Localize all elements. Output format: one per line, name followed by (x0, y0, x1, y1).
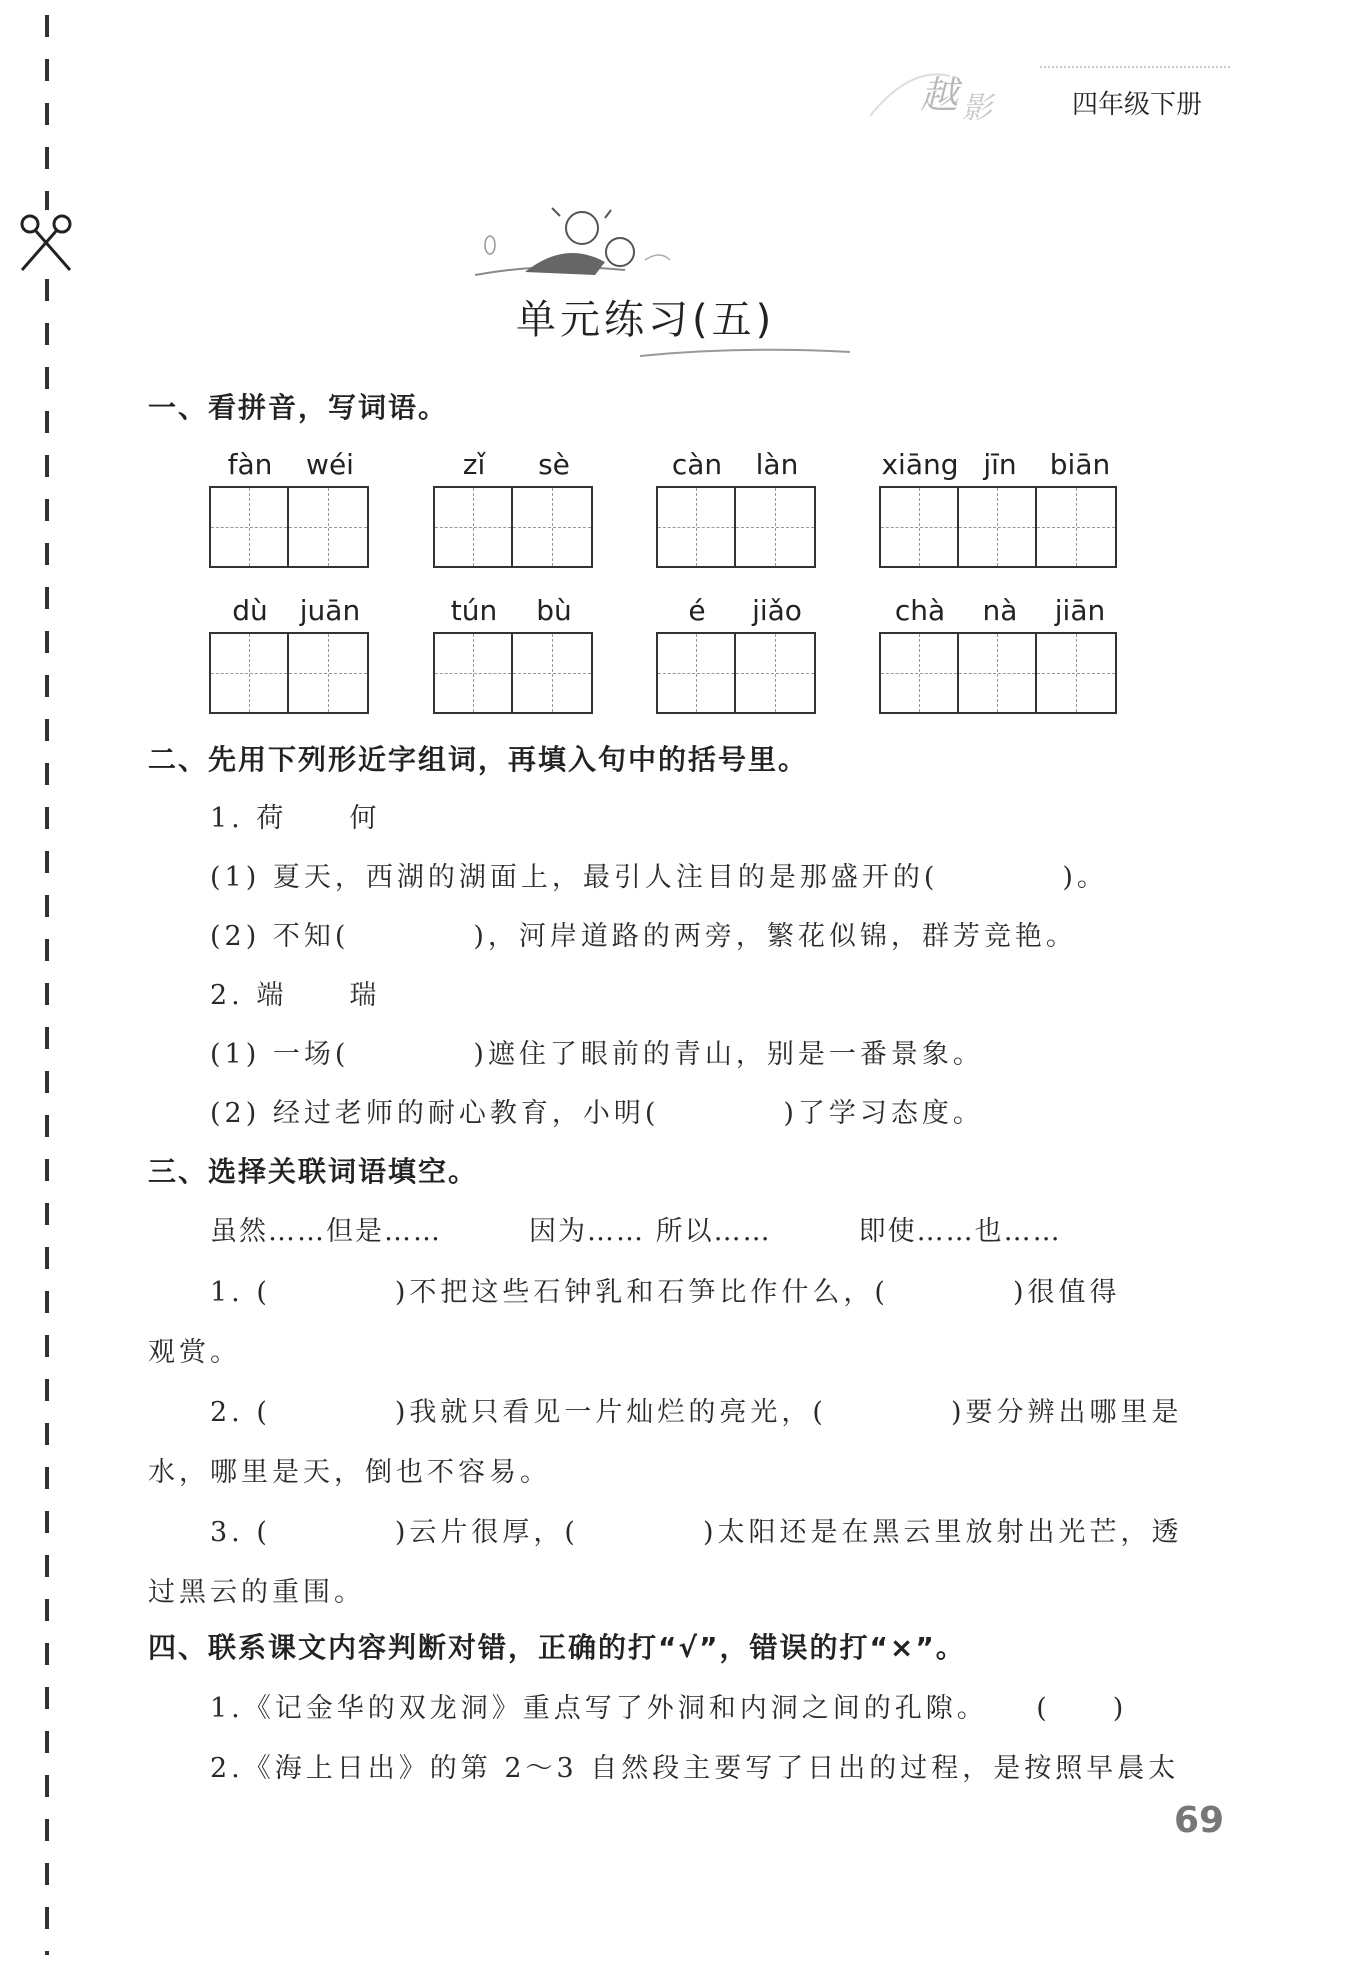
syllable: jīn (983, 448, 1017, 481)
pinyin-1 (210, 448, 370, 481)
sec2-line: 1. 荷 何 (210, 803, 381, 834)
scissors-icon (18, 210, 74, 274)
writing-grid-5[interactable] (209, 632, 369, 714)
writing-grid-6[interactable] (433, 632, 593, 714)
sec3-line: 过黑云的重围。 (148, 1577, 365, 1608)
section4-heading: 四、联系课文内容判断对错，正确的打“√”，错误的打“×”。 (148, 1631, 966, 1664)
sec4-line: 1.《记金华的双龙洞》重点写了外洞和内洞之间的孔隙。 ( ) (210, 1693, 1128, 1724)
page-number: 69 (1174, 1800, 1225, 1841)
writing-grid-3[interactable] (656, 486, 816, 568)
syllable: jiān (1054, 594, 1106, 627)
syllable: wéi (306, 448, 354, 481)
children-illustration (455, 200, 695, 300)
pinyin-4 (880, 448, 1120, 481)
publisher-logo (850, 46, 1030, 136)
pinyin-2 (434, 448, 594, 481)
sec2-line: (1) 夏天，西湖的湖面上，最引人注目的是那盛开的( )。 (210, 862, 1108, 893)
sec3-line: 2. ( )我就只看见一片灿烂的亮光，( )要分辨出哪里是 (210, 1397, 1183, 1428)
sec3-line: 3. ( )云片很厚，( )太阳还是在黑云里放射出光芒，透 (210, 1517, 1183, 1548)
sec2-line: (1) 一场( )遮住了眼前的青山，别是一番景象。 (210, 1039, 984, 1070)
syllable: làn (755, 448, 799, 481)
syllable: biān (1049, 448, 1111, 481)
syllable: zǐ (462, 448, 486, 481)
grade-label: 四年级下册 (1072, 90, 1203, 120)
section2-heading: 二、先用下列形近字组词，再填入句中的括号里。 (148, 743, 809, 776)
syllable: bù (536, 594, 572, 627)
syllable: juān (299, 594, 361, 627)
sec3-line: 1. ( )不把这些石钟乳和石笋比作什么，( )很值得 (210, 1277, 1121, 1308)
pinyin-3 (657, 448, 817, 481)
pinyin-7 (657, 594, 817, 627)
syllable: é (688, 594, 706, 627)
pinyin-6 (434, 594, 594, 627)
cut-line (45, 15, 49, 1955)
page-title: 单元练习(五) (516, 297, 776, 343)
svg-text:影: 影 (962, 91, 992, 126)
section3-heading: 三、选择关联词语填空。 (148, 1155, 479, 1188)
writing-grid-4[interactable] (879, 486, 1117, 568)
syllable: nà (982, 594, 1018, 627)
conjunction-options: 虽然……但是…… 因为…… 所以…… 即使……也…… (210, 1216, 1062, 1247)
syllable: tún (450, 594, 498, 627)
syllable: fàn (227, 448, 273, 481)
sec2-line: 2. 端 瑞 (210, 980, 381, 1011)
sec3-line: 观赏。 (148, 1337, 241, 1368)
sec2-line: (2) 不知( )，河岸道路的两旁，繁花似锦，群芳竞艳。 (210, 921, 1077, 952)
pinyin-5 (210, 594, 370, 627)
syllable: sè (538, 448, 570, 481)
writing-grid-2[interactable] (433, 486, 593, 568)
syllable: xiāng (881, 448, 959, 481)
syllable: càn (671, 448, 723, 481)
header-rule (1040, 66, 1230, 68)
sec2-line: (2) 经过老师的耐心教育，小明( )了学习态度。 (210, 1098, 984, 1129)
syllable: jiǎo (752, 594, 802, 627)
sec4-line: 2.《海上日出》的第 2～3 自然段主要写了日出的过程，是按照早晨太 (210, 1753, 1180, 1784)
syllable: chà (894, 594, 946, 627)
writing-grid-7[interactable] (656, 632, 816, 714)
svg-text:越: 越 (920, 73, 959, 117)
title-underline (640, 344, 850, 364)
pinyin-8 (880, 594, 1120, 627)
writing-grid-8[interactable] (879, 632, 1117, 714)
section1-heading: 一、看拼音，写词语。 (148, 391, 449, 424)
syllable: dù (232, 594, 268, 627)
writing-grid-1[interactable] (209, 486, 369, 568)
sec3-line: 水，哪里是天，倒也不容易。 (148, 1457, 551, 1488)
